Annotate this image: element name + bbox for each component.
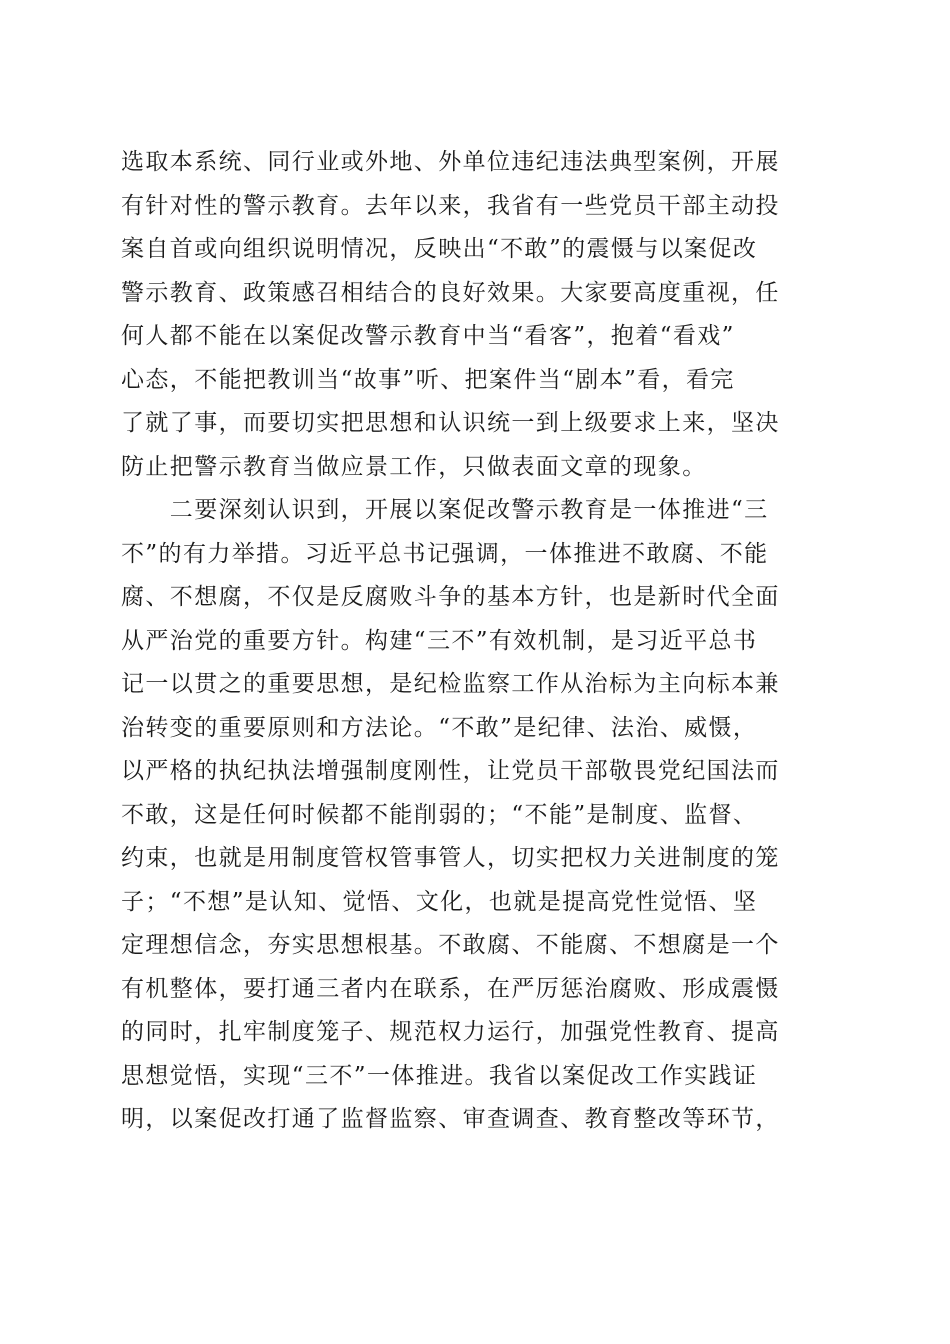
- text-line: 定理想信念，夯实思想根基。不敢腐、不能腐、不想腐是一个: [121, 932, 780, 958]
- text-line: 有针对性的警示教育。去年以来，我省有一些党员干部主动投: [121, 192, 780, 219]
- text-line: 记一以贯之的重要思想，是纪检监察工作从治标为主向标本兼: [121, 671, 780, 697]
- text-line: 以严格的执纪执法增强制度刚性，让党员干部敬畏党纪国法而: [121, 758, 780, 784]
- text-line: 子；“不想”是认知、觉悟、文化，也就是提高党性觉悟、坚: [121, 888, 758, 915]
- text-line: 思想觉悟，实现“三不”一体推进。我省以案促改工作实践证: [121, 1062, 758, 1089]
- text-line: 不敢，这是任何时候都不能削弱的；“不能”是制度、监督、: [121, 801, 758, 828]
- text-line: 警示教育、政策感召相结合的良好效果。大家要高度重视，任: [121, 279, 780, 306]
- text-line: 有机整体，要打通三者内在联系，在严厉惩治腐败、形成震慑: [121, 975, 780, 1002]
- text-line: 约束，也就是用制度管权管事管人，切实把权力关进制度的笼: [121, 845, 780, 871]
- body-text: [121, 141, 841, 1142]
- text-line: 心态，不能把教训当“故事”听、把案件当“剧本”看，看完: [121, 366, 735, 393]
- paragraph-start-line: 二要深刻认识到，开展以案促改警示教育是一体推进“三: [121, 497, 769, 523]
- text-line: 防止把警示教育当做应景工作，只做表面文章的现象。: [121, 453, 707, 480]
- text-line: 腐、不想腐，不仅是反腐败斗争的基本方针，也是新时代全面: [121, 584, 780, 610]
- text-line: 选取本系统、同行业或外地、外单位违纪违法典型案例，开展: [121, 149, 780, 175]
- text-line: 案自首或向组织说明情况，反映出“不敢”的震慑与以案促改: [121, 236, 758, 262]
- text-line: 了就了事，而要切实把思想和认识统一到上级要求上来，坚决: [121, 410, 780, 436]
- text-line: 明，以案促改打通了监督监察、审查调查、教育整改等环节，: [121, 1106, 780, 1132]
- text-line: 的同时，扎牢制度笼子、规范权力运行，加强党性教育、提高: [121, 1019, 780, 1045]
- text-line: 治转变的重要原则和方法论。“不敢”是纪律、法治、威慑，: [121, 714, 758, 741]
- text-line: 何人都不能在以案促改警示教育中当“看客”，抱着“看戏”: [121, 323, 735, 349]
- text-line: 不”的有力举措。习近平总书记强调，一体推进不敢腐、不能: [121, 540, 769, 567]
- text-line: 从严治党的重要方针。构建“三不”有效机制，是习近平总书: [121, 627, 758, 654]
